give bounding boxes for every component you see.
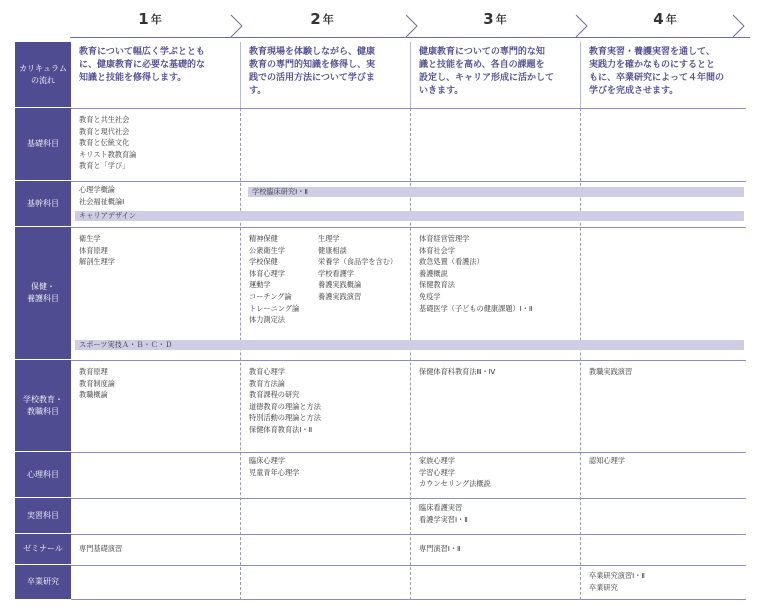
- row-header-flow: カリキュラム の流れ: [15, 42, 71, 108]
- hoken-year-1-courses: 衛生学 体育原理 解剖生理学: [79, 234, 115, 267]
- shinri-year-2-courses: 臨床心理学 児童青年心理学: [249, 456, 300, 477]
- flow-year-1: 教育について幅広く学ぶととも に、健康教育に必要な基礎的な 知識と技能を修得します。: [79, 47, 206, 83]
- flow-year-4: 教育実習・養護実習を通して、 実践力を確かなものにするとと もに、卒業研究によって４年間の 学びを完成させます。: [589, 47, 725, 96]
- sotsugyo-year-4-courses: 卒業研究演習Ⅰ・Ⅱ 卒業研究: [589, 571, 645, 592]
- gakko-year-1-courses: 教育原理 教育制度論 教職概論: [79, 367, 115, 400]
- seminar-year-3-courses: 専門演習Ⅰ・Ⅱ: [419, 544, 461, 553]
- chevron-right-icon: [732, 14, 746, 38]
- row-divider: [71, 360, 746, 361]
- year-2-label: 2 年: [310, 10, 334, 28]
- shinri-year-4-courses: 認知心理学: [589, 456, 625, 465]
- row-divider: [71, 108, 746, 109]
- column-divider: [240, 108, 241, 600]
- column-divider: [410, 108, 411, 600]
- row-divider: [71, 227, 746, 228]
- flow-year-2: 教育現場を体験しながら、健康 教育の専門的知識を修得し、実 践での活用方法について学びま す。: [249, 47, 376, 96]
- row-header-sotsugyo: 卒業研究: [15, 565, 71, 600]
- row-divider: [71, 565, 746, 566]
- hoken-year-3-courses: 体育経営管理学 体育社会学 救急処置（看護法） 養護概説 保健教育法 免疫学 基礎医学（子どもの健康課題）Ⅰ・Ⅱ: [419, 234, 533, 313]
- kikan-career-design-bar: キャリアデザイン: [75, 211, 744, 221]
- jisshu-year-3-courses: 臨床看護実習 看護学実習Ⅰ・Ⅱ: [419, 503, 468, 524]
- flow-year-3: 健康教育についての専門的な知 識と技能を高め、各自の課題を 設定し、キャリア形成に活かして いきます。: [419, 47, 555, 96]
- row-header-gakko: 学校教育・ 教職科目: [15, 360, 71, 452]
- hoken-year-2-courses-a: 精神保健 公衆衛生学 学校保健 体育心理学 運動学 コーチング論 トレーニング論 体力測定法: [249, 234, 300, 325]
- column-divider: [580, 42, 581, 108]
- row-header-shinri: 心理科目: [15, 452, 71, 498]
- row-divider: [71, 498, 746, 499]
- kikan-year-1-courses: 心理学概論 社会福祉概論Ⅰ: [79, 185, 125, 206]
- year-3-label: 3 年: [483, 10, 507, 28]
- column-divider: [410, 42, 411, 108]
- shinri-year-3-courses: 家族心理学 学習心理学 カウンセリング法概説: [419, 456, 491, 489]
- seminar-year-1-courses: 専門基礎演習: [79, 544, 123, 553]
- column-divider: [240, 42, 241, 108]
- header-rule: [70, 37, 750, 38]
- kiso-year-1-courses: 教育と共生社会 教育と現代社会 教育と伝統文化 キリスト教教育論 教育と「学び」: [79, 115, 137, 171]
- year-header: [70, 0, 745, 38]
- row-divider: [71, 599, 746, 600]
- year-4-label: 4 年: [653, 10, 677, 28]
- gakko-year-4-courses: 教職実践演習: [589, 367, 633, 376]
- row-divider: [71, 181, 746, 182]
- gakko-year-3-courses: 保健体育科教育法Ⅲ・Ⅳ: [419, 367, 496, 376]
- hoken-sports-bar: スポーツ実技Ａ・Ｂ・Ｃ・Ｄ: [75, 340, 744, 350]
- row-divider: [71, 534, 746, 535]
- year-1-label: 1 年: [138, 10, 162, 28]
- curriculum-table: [15, 42, 745, 600]
- row-header-hoken: 保健・ 養護科目: [15, 227, 71, 360]
- row-header-kikan: 基幹科目: [15, 181, 71, 227]
- row-header-kiso: 基礎科目: [15, 108, 71, 181]
- kikan-gakko-rinsho-bar: 学校臨床研究Ⅰ・Ⅱ: [248, 187, 744, 197]
- row-header-jisshu: 実習科目: [15, 498, 71, 534]
- row-header-seminar: ゼミナール: [15, 534, 71, 565]
- hoken-year-2-courses-b: 生理学 健康相談 栄養学（食品学を含む） 学校看護学 養護実践概論 養護実践演習: [318, 234, 398, 301]
- gakko-year-2-courses: 教育心理学 教育方法論 教育課程の研究 道徳教育の理論と方法 特別活動の理論と方法 保健体育教育法Ⅰ・Ⅱ: [249, 367, 321, 434]
- column-divider: [580, 108, 581, 600]
- row-divider: [71, 452, 746, 453]
